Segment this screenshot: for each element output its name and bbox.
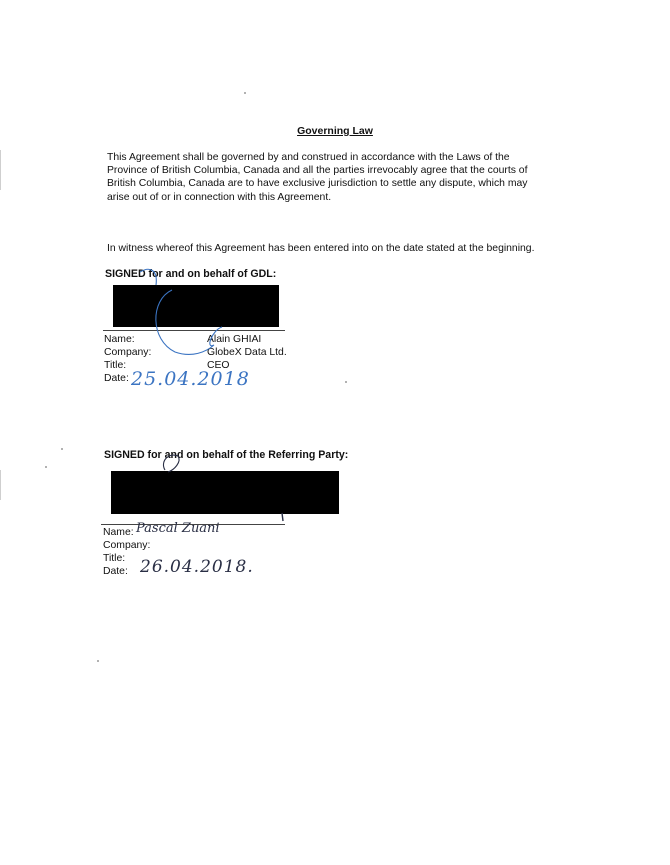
gdl-title-value: CEO <box>207 360 230 371</box>
scan-speck <box>97 660 99 662</box>
referring-title-label: Title: <box>103 553 126 564</box>
referring-handwritten-date: 26.04.2018. <box>140 557 254 577</box>
referring-name-label: Name: <box>103 527 134 538</box>
governing-law-heading: Governing Law <box>297 125 373 137</box>
paragraph-line: Province of British Columbia, Canada and all the parties irrevocably agree that the courts of <box>107 165 528 177</box>
gdl-date-label: Date: <box>104 373 129 384</box>
gdl-title-label: Title: <box>104 360 127 371</box>
witness-statement: In witness whereof this Agreement has been entered into on the date stated at the beginning. <box>107 243 535 254</box>
referring-ink-tick <box>282 513 283 521</box>
gdl-handwritten-date: 25.04.2018 <box>131 368 250 390</box>
referring-company-label: Company: <box>103 540 151 551</box>
scan-speck <box>244 92 246 94</box>
gdl-signed-heading: SIGNED for and on behalf of GDL: <box>105 268 277 280</box>
referring-signature-redaction <box>111 471 339 514</box>
gdl-company-value: GlobeX Data Ltd. <box>207 347 287 358</box>
gdl-name-value: Alain GHIAI <box>207 334 262 345</box>
paragraph-line: This Agreement shall be governed by and construed in accordance with the Laws of the <box>107 152 510 163</box>
scan-speck <box>45 466 47 468</box>
scan-speck <box>345 381 347 383</box>
gdl-company-label: Company: <box>104 347 152 358</box>
paragraph-line: British Columbia, Canada are to have exclusive jurisdiction to settle any dispute, which may <box>107 178 528 190</box>
gdl-name-label: Name: <box>104 334 135 345</box>
referring-date-label: Date: <box>103 566 128 577</box>
gdl-signature-line <box>103 330 285 331</box>
scan-speck <box>61 448 63 450</box>
gdl-signature-redaction <box>113 285 279 327</box>
governing-law-paragraph <box>107 151 547 204</box>
referring-signed-heading: SIGNED for and on behalf of the Referring Party: <box>104 449 349 461</box>
scan-edge-mark <box>0 470 1 500</box>
referring-handwritten-name: Pascal Zuani <box>136 521 220 536</box>
paragraph-line: arise out of or in connection with this Agreement. <box>107 191 332 203</box>
scan-edge-mark <box>0 150 1 190</box>
